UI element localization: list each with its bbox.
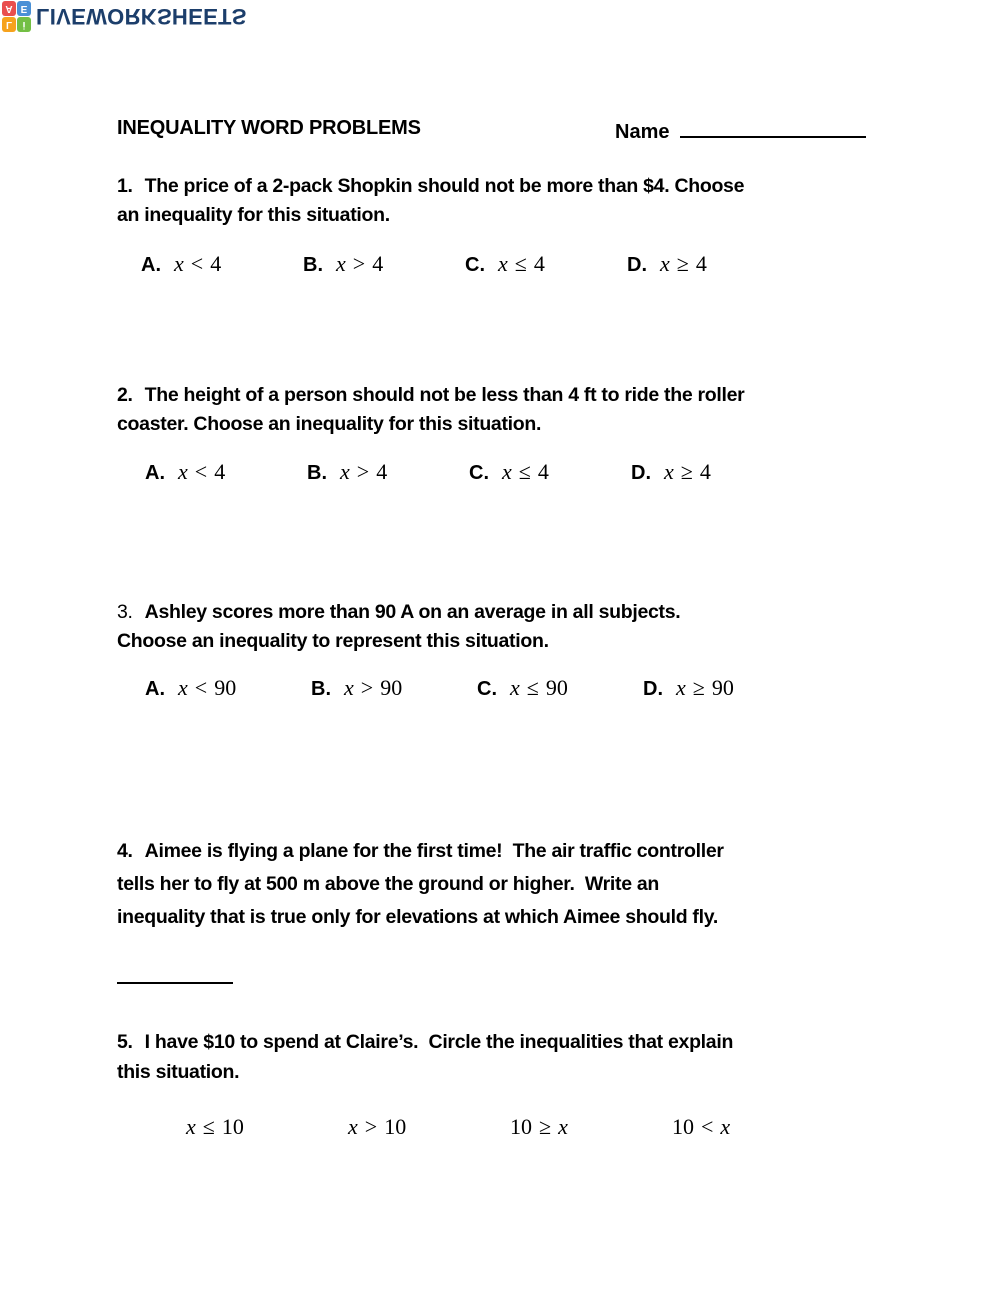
question-2-number: 2. [117,384,133,406]
math-var: x [174,251,184,276]
option-letter: B. [307,462,327,484]
q4-answer-blank[interactable] [117,964,233,984]
question-2-line-2: coaster. Choose an inequality for this situation. [117,413,542,435]
math-operator: ≥ [692,675,705,700]
question-4-line-3: inequality that is true only for elevations at which Aimee should fly. [117,906,718,928]
q1-option-d[interactable] [627,251,789,277]
option-letter: C. [465,254,485,276]
math-operator: > [364,1114,378,1139]
question-3-text: Ashley scores more than 90 A on an average in all subjects. [144,601,681,623]
math-value: 10 [221,1114,244,1139]
math-value: 10 [510,1114,532,1139]
option-letter: D. [643,678,663,700]
option-letter: D. [631,462,651,484]
question-1-options [141,251,789,277]
math-operator: ≤ [518,459,531,484]
question-4-number: 4. [117,840,133,862]
logo-text: LIVEWORKSHEETS [36,4,247,29]
question-5-options [186,1114,834,1140]
q1-option-c[interactable] [465,251,627,277]
math-operator: > [360,675,374,700]
math-operator: ≤ [526,675,539,700]
header-row [117,117,887,147]
math-value: 4 [695,251,707,276]
math-value: 90 [214,675,237,700]
math-operator: > [352,251,366,276]
option-expression [348,1114,406,1140]
option-expression [178,675,236,701]
math-value: 4 [372,251,384,276]
q2-option-d[interactable] [631,459,793,485]
math-value: 4 [533,251,545,276]
math-var: x [502,459,512,484]
math-value: 10 [672,1114,694,1139]
option-expression [344,675,402,701]
option-letter: B. [303,254,323,276]
math-var: x [178,675,188,700]
logo-cell-a: A [2,1,16,16]
math-value: 4 [699,459,711,484]
question-1 [117,172,744,230]
option-letter: D. [627,254,647,276]
math-operator: ≤ [514,251,527,276]
question-5-text: I have $10 to spend at Claire’s. Circle the inequalities that explain [144,1031,734,1053]
option-expression [498,251,545,277]
question-3 [117,598,680,656]
option-expression [676,675,734,701]
question-2 [117,381,744,439]
option-expression [178,459,225,485]
math-var: x [348,1114,358,1139]
question-1-line-2: an inequality for this situation. [117,204,390,226]
q1-option-a[interactable] [141,251,303,277]
math-var: x [664,459,674,484]
liveworksheets-logo [2,1,247,32]
math-var: x [558,1114,568,1139]
q3-option-c[interactable] [477,675,643,701]
math-var: x [660,251,670,276]
logo-cell-l: L [2,17,16,32]
math-var: x [676,675,686,700]
logo-cell-i: i [17,17,31,32]
q2-option-c[interactable] [469,459,631,485]
math-value: 90 [711,675,734,700]
option-letter: A. [145,678,165,700]
q5-option-1[interactable] [186,1114,348,1140]
question-2-text: The height of a person should not be less than 4 ft to ride the roller [144,384,745,406]
math-operator: ≤ [202,1114,215,1139]
question-4-text: Aimee is flying a plane for the first time! The air traffic controller [144,840,724,862]
option-expression [336,251,383,277]
option-letter: B. [311,678,331,700]
name-blank-line[interactable] [680,117,866,138]
question-5 [117,1027,733,1087]
math-value: 4 [537,459,549,484]
question-2-line-1 [117,381,744,410]
option-letter: A. [141,254,161,276]
math-operator: > [356,459,370,484]
option-expression [502,459,549,485]
q5-option-2[interactable] [348,1114,510,1140]
math-operator: < [194,675,208,700]
question-5-number: 5. [117,1031,133,1053]
question-4-line-2: tells her to fly at 500 m above the ground or higher. Write an [117,873,660,895]
math-value: 90 [380,675,403,700]
q5-option-4[interactable] [672,1114,834,1140]
math-var: x [510,675,520,700]
name-field [615,117,866,144]
question-1-text: The price of a 2-pack Shopkin should not be more than $4. Choose [144,175,745,197]
math-operator: ≥ [539,1114,552,1139]
name-label: Name [615,121,670,143]
option-expression [340,459,387,485]
math-value: 10 [384,1114,407,1139]
math-value: 4 [376,459,388,484]
math-var: x [178,459,188,484]
option-expression [174,251,221,277]
option-letter: A. [145,462,165,484]
liveworksheets-grid-icon [2,1,31,32]
q1-option-b[interactable] [303,251,465,277]
math-var: x [498,251,508,276]
question-5-line-2: this situation. [117,1061,240,1083]
question-3-line-1 [117,598,680,627]
q3-option-a[interactable] [145,675,311,701]
question-3-number: 3. [117,601,133,623]
option-letter: C. [469,462,489,484]
math-var: x [720,1114,731,1139]
math-operator: ≥ [680,459,693,484]
q5-option-3[interactable] [510,1114,672,1140]
q3-option-b[interactable] [311,675,477,701]
logo-cell-e: E [17,1,31,16]
q2-option-b[interactable] [307,459,469,485]
page-title: INEQUALITY WORD PROBLEMS [117,117,421,139]
q2-option-a[interactable] [145,459,307,485]
question-1-line-1 [117,172,744,201]
math-value: 4 [210,251,222,276]
question-4-line-1 [117,835,724,868]
math-value: 4 [214,459,226,484]
option-expression [186,1114,244,1140]
math-var: x [186,1114,196,1139]
math-operator: < [701,1114,714,1139]
math-operator: < [194,459,208,484]
question-2-options [145,459,793,485]
math-var: x [340,459,350,484]
option-expression [664,459,711,485]
option-letter: C. [477,678,497,700]
question-3-options [145,675,809,701]
question-3-line-2: Choose an inequality to represent this situation. [117,630,549,652]
option-expression [672,1114,730,1140]
question-1-number: 1. [117,175,133,197]
math-value: 90 [545,675,568,700]
math-operator: ≥ [676,251,689,276]
option-expression [510,1114,568,1140]
option-expression [660,251,707,277]
math-var: x [344,675,354,700]
math-operator: < [190,251,204,276]
option-expression [510,675,568,701]
question-4 [117,835,724,934]
math-var: x [336,251,346,276]
question-5-line-1 [117,1027,733,1057]
q3-option-d[interactable] [643,675,809,701]
